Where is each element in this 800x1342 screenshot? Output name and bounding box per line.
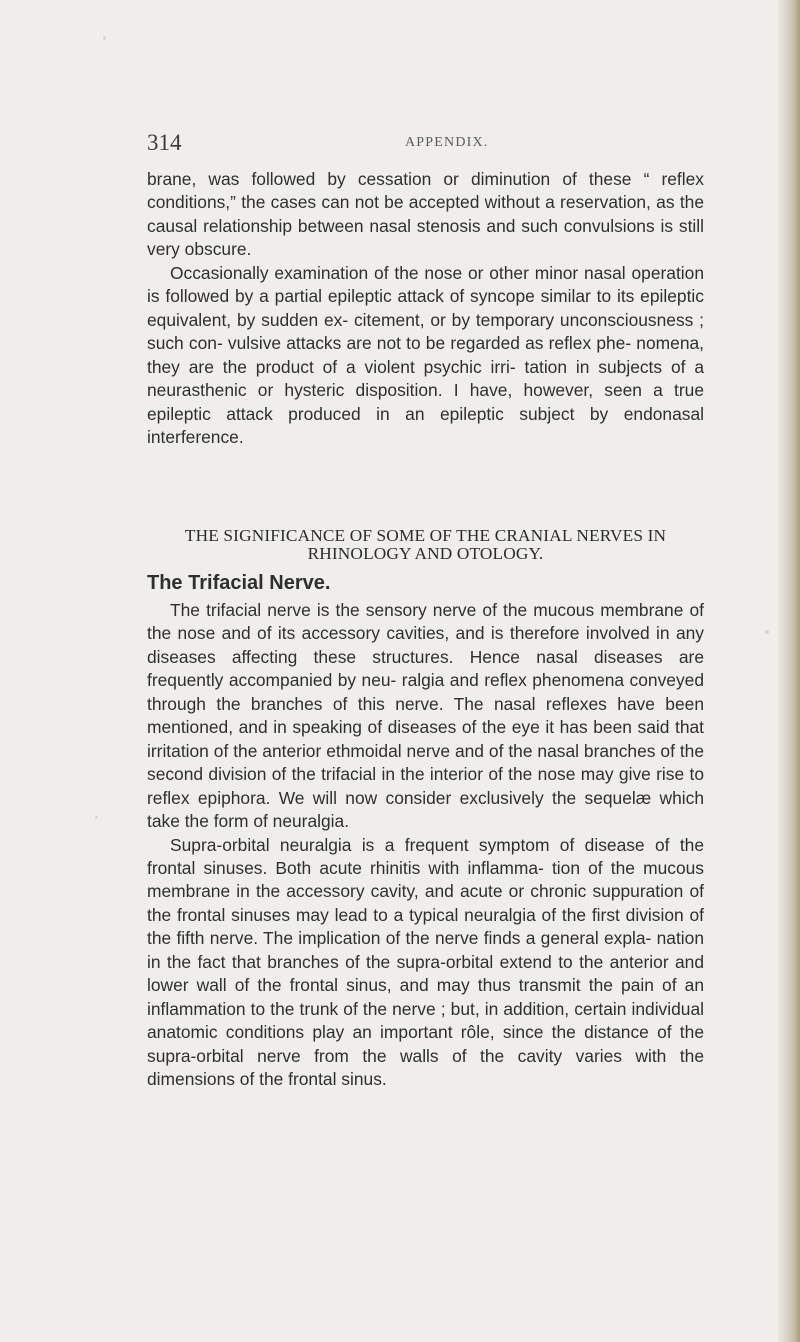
paragraph-continuation: brane, was followed by cessation or diminution of these “ reflex conditions,” the cases can not be accepted without a reservation, as the causal relationship between nasal stenosis and such convulsions is still very obscure. — [147, 169, 704, 260]
page-edge-shadow — [778, 0, 800, 1342]
paragraph: Supra-orbital neuralgia is a frequent symptom of disease of the frontal sinuses. Both acute rhinitis with inflamma- tion of the mucous membrane in the accessory cavity, and acute or chronic suppuration of the frontal sinuses may lead to a typical neuralgia of the first division of the fifth nerve. The implication of the nerve finds a general expla- nation in the fact that branches of the supra-orbital extend to the anterior and lower wall of the frontal sinus, and may thus transmit the pain of an inflammation to the trunk of the nerve ; but, in addition, certain individual anatomic conditions play an important rôle, since the distance of the supra-orbital nerve from the walls of the cavity varies with the dimensions of the frontal sinus. — [147, 834, 704, 1090]
intro-text-block — [147, 168, 704, 449]
page-number: 314 — [147, 130, 182, 155]
subsection-heading: The Trifacial Nerve. — [147, 572, 331, 594]
running-head: APPENDIX. — [405, 135, 489, 150]
paper-speck — [95, 816, 98, 819]
section-text-block — [147, 599, 704, 1092]
paper-speck — [765, 630, 769, 634]
paper-speck — [103, 36, 106, 40]
page-header — [147, 130, 704, 158]
section-heading: THE SIGNIFICANCE OF SOME OF THE CRANIAL NERVES IN RHINOLOGY AND OTOLOGY. — [184, 526, 667, 563]
paragraph: The trifacial nerve is the sensory nerve of the mucous membrane of the nose and of its accessory cavities, and is therefore involved in any diseases affecting these structures. Hence nasal diseases are frequently accompanied by neu- ralgia and reflex phenomena conveyed through the branches of this nerve. The nasal reflexes have been mentioned, and in speaking of diseases of the eye it has been said that irritation of the anterior ethmoidal nerve and of the nasal branches of the second division of the trifacial in the interior of the nose may give rise to reflex epiphora. We will now consider exclusively the sequelæ which take the form of neuralgia. — [147, 600, 704, 832]
paragraph: Occasionally examination of the nose or other minor nasal operation is followed by a partial epileptic attack of syncope similar to its epileptic equivalent, by sudden ex- citement, or by temporary unconsciousness ; such con- vulsive attacks are not to be regarded as reflex phe- nomena, they are the product of a violent psychic irri- tation in subjects of a neurasthenic or hysteric disposition. I have, however, seen a true epileptic attack produced in an epileptic subject by endonasal interference. — [147, 262, 704, 447]
